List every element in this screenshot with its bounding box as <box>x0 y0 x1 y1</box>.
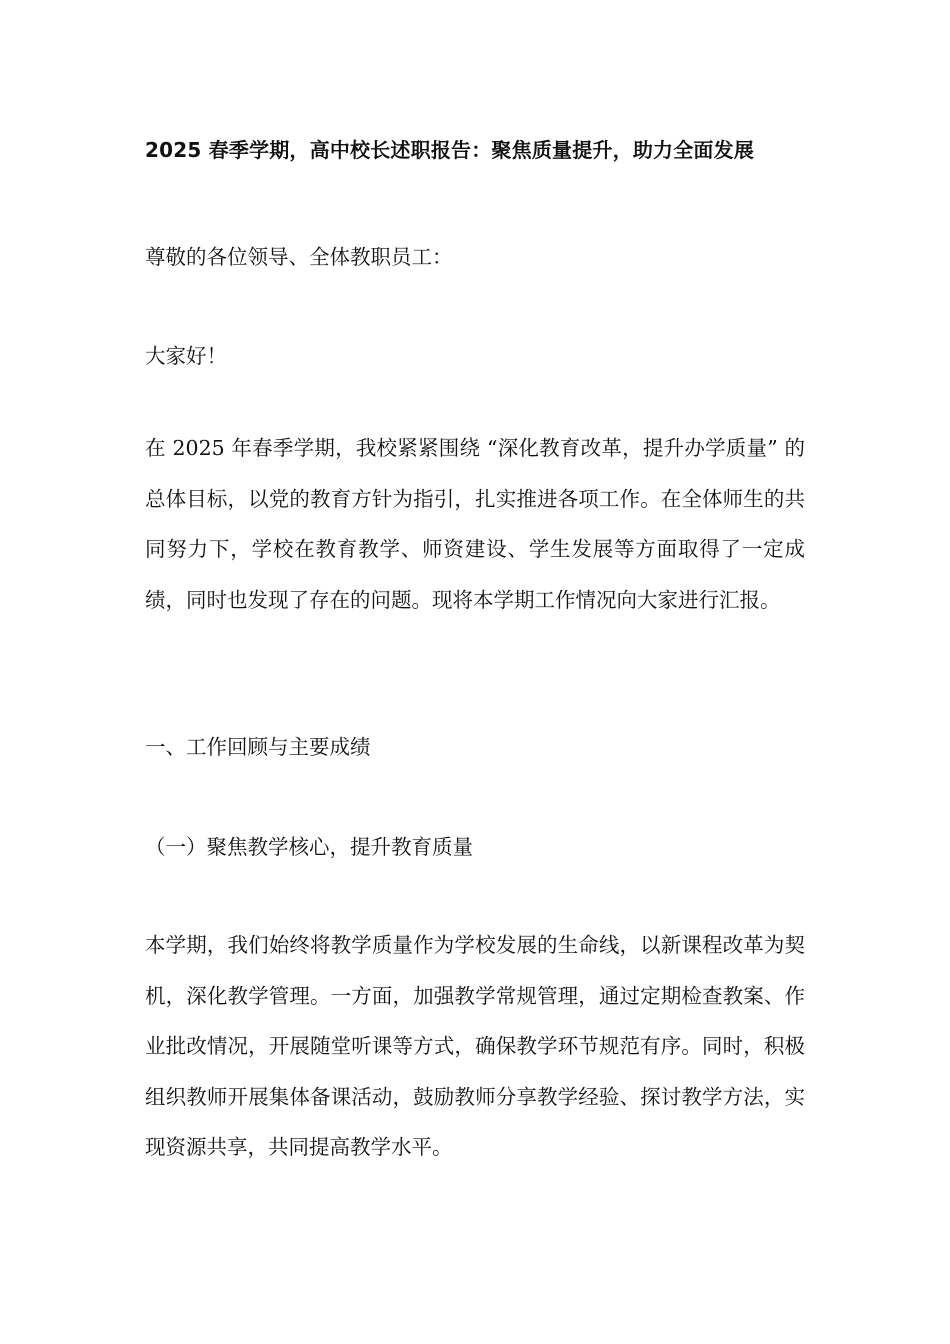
greeting: 大家好！ <box>145 344 227 368</box>
subsection-body-paragraph: 本学期，我们始终将教学质量作为学校发展的生命线，以新课程改革为契机，深化教学管理。一方面，加强教学常规管理，通过定期检查教案、作业批改情况，开展随堂听课等方式，确保教学环节规范有序。同时，积极组织教师开展集体备课活动，鼓励教师分享教学经验、探讨教学方法，实现资源共享，共同提高教学水平。 <box>145 933 805 1159</box>
document-title: 2025 春季学期，高中校长述职报告：聚焦质量提升，助力全面发展 <box>145 138 755 162</box>
intro-paragraph: 在 2025 年春季学期，我校紧紧围绕 “深化教育改革，提升办学质量” 的总体目标，以党的教育方针为指引，扎实推进各项工作。在全体师生的共同努力下，学校在教育教学、师资建设、学生发展等方面取得了一定成绩，同时也发现了存在的问题。现将本学期工作情况向大家进行汇报。 <box>145 436 805 612</box>
salutation: 尊敬的各位领导、全体教职员工： <box>145 245 453 269</box>
section-heading: 一、工作回顾与主要成绩 <box>145 735 371 759</box>
subsection-heading: （一）聚焦教学核心，提升教育质量 <box>145 835 473 859</box>
